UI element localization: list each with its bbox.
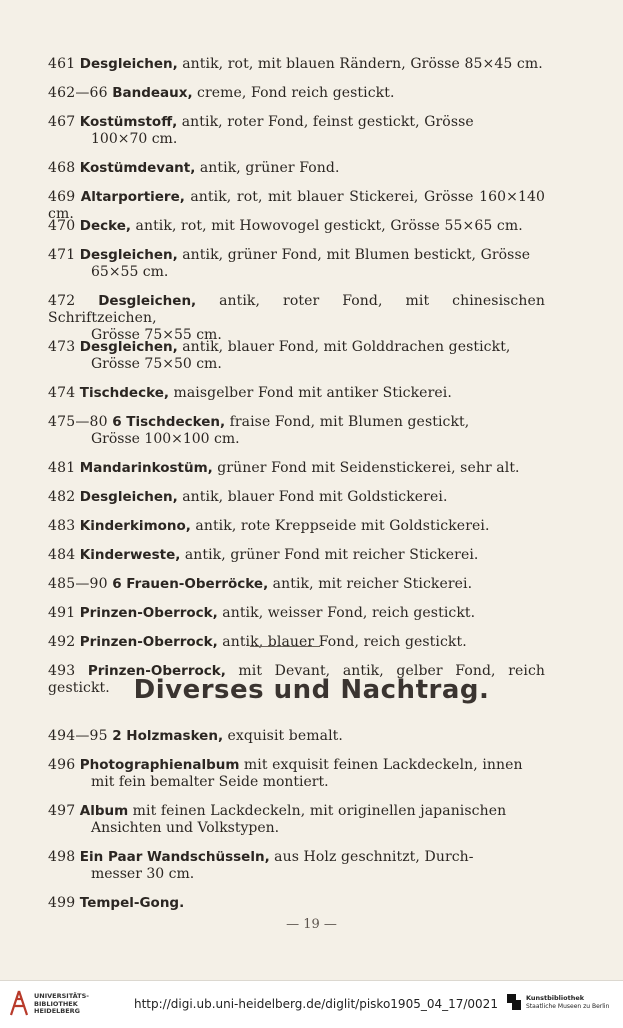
catalog-entry (48, 576, 545, 593)
section-divider (250, 646, 320, 647)
catalog-entry (48, 414, 545, 448)
entry-heading: Ein Paar Wandschüsseln, (79, 849, 270, 865)
catalog-entry (48, 895, 545, 912)
catalog-entry (48, 547, 545, 564)
entry-heading: Bandeaux, (112, 85, 193, 101)
entry-heading: Decke, (79, 218, 132, 234)
entry-heading: Tempel-Gong. (79, 895, 185, 911)
entry-description: antik, grüner Fond. (199, 160, 340, 176)
entry-heading: Kostümdevant, (79, 160, 196, 176)
entry-description: maisgelber Fond mit antiker Stickerei. (173, 385, 452, 401)
entry-number: 493 (48, 663, 76, 679)
catalog-entry (48, 634, 545, 651)
catalog-entry (48, 385, 545, 402)
catalog-entry (48, 339, 545, 373)
entry-description: creme, Fond reich gestickt. (197, 85, 395, 101)
catalog-entry (48, 849, 545, 883)
entry-number: 485—90 (48, 576, 108, 592)
entry-number: 469 (48, 189, 76, 205)
entry-continuation: 65×55 cm. (91, 264, 169, 280)
viewer-footer (0, 980, 623, 1028)
entry-description: mit feinen Lackdeckeln, mit originellen japanischen (132, 803, 507, 819)
entry-continuation: Ansichten und Volkstypen. (91, 820, 280, 836)
catalog-entry (48, 247, 545, 281)
catalog-entry (48, 218, 545, 235)
entry-heading: Photographienalbum (79, 757, 240, 773)
entry-description: antik, weisser Fond, reich gestickt. (222, 605, 476, 621)
entry-heading: Kinderweste, (79, 547, 181, 563)
entry-heading: Desgleichen, (79, 56, 178, 72)
entry-description: antik, rot, mit blauer Stickerei, Grösse 160×140 cm. (48, 189, 546, 222)
entry-description: antik, mit reicher Stickerei. (272, 576, 473, 592)
page-number: — 19 — (286, 917, 337, 932)
entry-number: 496 (48, 757, 76, 773)
entry-continuation: mit fein bemalter Seide montiert. (91, 774, 329, 790)
entry-heading: Tischdecke, (79, 385, 169, 401)
entry-continuation: Grösse 75×50 cm. (91, 356, 222, 372)
entry-heading: Desgleichen, (79, 339, 178, 355)
catalog-entry (48, 757, 545, 791)
entry-description: aus Holz geschnitzt, Durch- (274, 849, 474, 865)
entry-number: 484 (48, 547, 76, 563)
entry-description: antik, rote Kreppseide mit Goldstickerei. (195, 518, 490, 534)
entry-number: 498 (48, 849, 76, 865)
entry-description: antik, roter Fond, feinst gestickt, Grösse (181, 114, 474, 130)
entry-description: antik, rot, mit Howovogel gestickt, Grösse 55×65 cm. (135, 218, 523, 234)
university-library-name: UNIVERSITÄTS- BIBLIOTHEK HEIDELBERG (34, 992, 89, 1015)
entry-description: antik, rot, mit blauen Rändern, Grösse 85×45 cm. (182, 56, 543, 72)
catalog-entry (48, 160, 545, 177)
catalog-entry (48, 85, 545, 102)
catalog-entry (48, 728, 545, 745)
entry-number: 499 (48, 895, 76, 911)
permalink-url[interactable]: http://digi.ub.uni-heidelberg.de/diglit/pisko1905_04_17/0021 (134, 997, 498, 1011)
entry-continuation: 100×70 cm. (91, 131, 178, 147)
entry-description: antik, blauer Fond mit Goldstickerei. (182, 489, 448, 505)
entry-description: exquisit bemalt. (227, 728, 343, 744)
entry-heading: 6 Frauen-Oberröcke, (112, 576, 269, 592)
entry-heading: Mandarinkostüm, (79, 460, 213, 476)
entry-heading: Kinderkimono, (79, 518, 191, 534)
catalog-entry (48, 460, 545, 477)
entry-number: 467 (48, 114, 76, 130)
entry-number: 474 (48, 385, 76, 401)
entry-number: 461 (48, 56, 76, 72)
entry-description: grüner Fond mit Seidenstickerei, sehr alt. (217, 460, 520, 476)
kunstbibliothek-title: Kunstbibliothek (526, 994, 585, 1002)
university-library-logo-icon (8, 989, 30, 1017)
entry-number: 462—66 (48, 85, 108, 101)
entry-number: 494—95 (48, 728, 108, 744)
entry-heading: 6 Tischdecken, (112, 414, 226, 430)
entry-description: mit exquisit feinen Lackdeckeln, innen (243, 757, 523, 773)
entry-number: 497 (48, 803, 76, 819)
entry-description: antik, blauer Fond, mit Golddrachen gestickt, (182, 339, 511, 355)
entry-number: 471 (48, 247, 76, 263)
entry-heading: Desgleichen, (79, 489, 178, 505)
entry-description: antik, blauer Fond, reich gestickt. (222, 634, 467, 650)
catalog-entry (48, 293, 545, 344)
entry-continuation: Grösse 75×55 cm. (91, 327, 222, 343)
entry-number: 491 (48, 605, 76, 621)
entry-heading: Kostümstoff, (79, 114, 178, 130)
entry-number: 470 (48, 218, 76, 234)
entry-heading: Desgleichen, (98, 293, 197, 309)
entry-description: antik, grüner Fond, mit Blumen bestickt, Grösse (182, 247, 531, 263)
entry-continuation: Grösse 100×100 cm. (91, 431, 240, 447)
entry-number: 473 (48, 339, 76, 355)
entry-description: mit Devant, antik, gelber Fond, reich gestickt. (48, 663, 546, 696)
entry-number: 472 (48, 293, 76, 309)
entry-description: antik, grüner Fond mit reicher Stickerei. (184, 547, 479, 563)
catalog-entry (48, 803, 545, 837)
entry-description: antik, roter Fond, mit chinesischen Schriftzeichen, (48, 293, 545, 326)
entry-number: 468 (48, 160, 76, 176)
catalog-entry (48, 518, 545, 535)
catalog-entry (48, 489, 545, 506)
entry-heading: Prinzen-Oberrock, (87, 663, 226, 679)
entry-heading: 2 Holzmasken, (112, 728, 224, 744)
entry-heading: Prinzen-Oberrock, (79, 634, 218, 650)
catalog-entry (48, 114, 545, 148)
entry-number: 492 (48, 634, 76, 650)
entry-continuation: messer 30 cm. (91, 866, 195, 882)
kunstbibliothek-subtitle: Staatliche Museen zu Berlin (526, 1003, 610, 1010)
entry-number: 481 (48, 460, 76, 476)
kunstbibliothek-name (526, 994, 609, 1011)
entry-number: 482 (48, 489, 76, 505)
kunstbibliothek-logo-icon (507, 994, 521, 1010)
section-title: Diverses und Nachtrag. (133, 675, 490, 705)
entry-heading: Desgleichen, (79, 247, 178, 263)
entry-heading: Album (79, 803, 129, 819)
catalog-entry (48, 605, 545, 622)
entry-number: 483 (48, 518, 76, 534)
entry-number: 475—80 (48, 414, 108, 430)
entry-description: fraise Fond, mit Blumen gestickt, (229, 414, 470, 430)
catalog-entry (48, 56, 545, 73)
entry-heading: Prinzen-Oberrock, (79, 605, 218, 621)
entry-heading: Altarportiere, (80, 189, 185, 205)
